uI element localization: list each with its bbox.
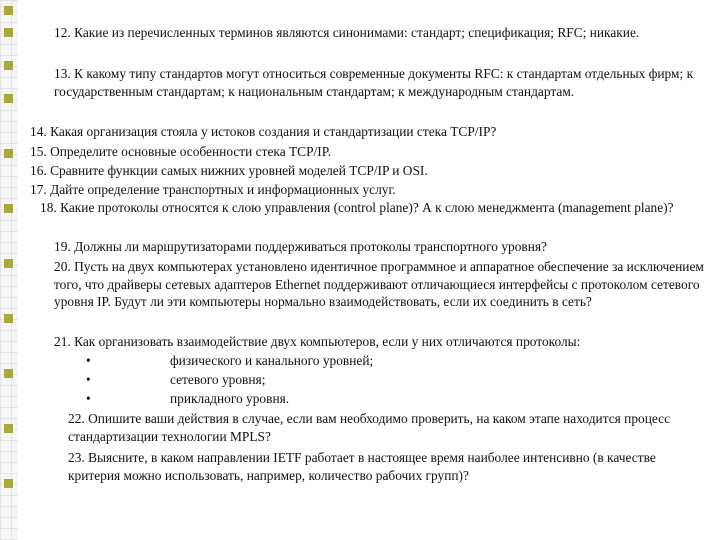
question-20: 20. Пусть на двух компьютерах установлено идентичное программное и аппаратное обеспечение за исключением того, что драйверы сетевых адаптеров Ethernet поддерживают отличающиеся интерфейсы с протоколом сетевого уровня IP. Будут ли эти компьютеры нормально взаимодействовать, если их соединить в сеть? [54,259,704,310]
q21-option-label: физического и канального уровней; [170,353,374,368]
q21-option-label: сетевого уровня; [170,372,266,387]
question-16: 16. Сравните функции самых нижних уровней моделей TCP/IP и OSI. [30,163,428,178]
question-14: 14. Какая организация стояла у истоков создания и стандартизации стека TCP/IP? [30,124,497,139]
question-23: 23. Выясните, в каком направлении IETF работает в настоящее время наиболее интенсивно (в качестве критерия можно использовать, например, количество рабочих групп)? [68,450,656,483]
question-15: 15. Определите основные особенности стека TCP/IP. [30,144,332,159]
bullet-icon: • [86,372,91,387]
question-13: 13. К какому типу стандартов могут относиться современные документы RFC: к стандартам отдельных фирм; к государственным стандартам; к национальным стандартам; к международным стандартам. [54,66,694,99]
q21-option-label: прикладного уровня. [170,391,290,406]
question-18: 18. Какие протоколы относятся к слою управления (control plane)? А к слою менеджмента (management plane)? [40,200,674,215]
bullet-icon: • [86,353,91,368]
bullet-icon: • [86,391,91,406]
question-21: 21. Как организовать взаимодействие двух компьютеров, если у них отличаются протоколы: [54,334,581,349]
question-12: 12. Какие из перечисленных терминов являются синонимами: стандарт; спецификация; RFC; никакие. [54,25,640,40]
question-17: 17. Дайте определение транспортных и информационных услуг. [30,182,396,197]
question-19: 19. Должны ли маршрутизаторами поддерживаться протоколы транспортного уровня? [54,239,547,254]
question-22: 22. Опишите ваши действия в случае, если вам необходимо проверить, на каком этапе находится процесс стандартизации технологии MPLS? [68,411,671,444]
